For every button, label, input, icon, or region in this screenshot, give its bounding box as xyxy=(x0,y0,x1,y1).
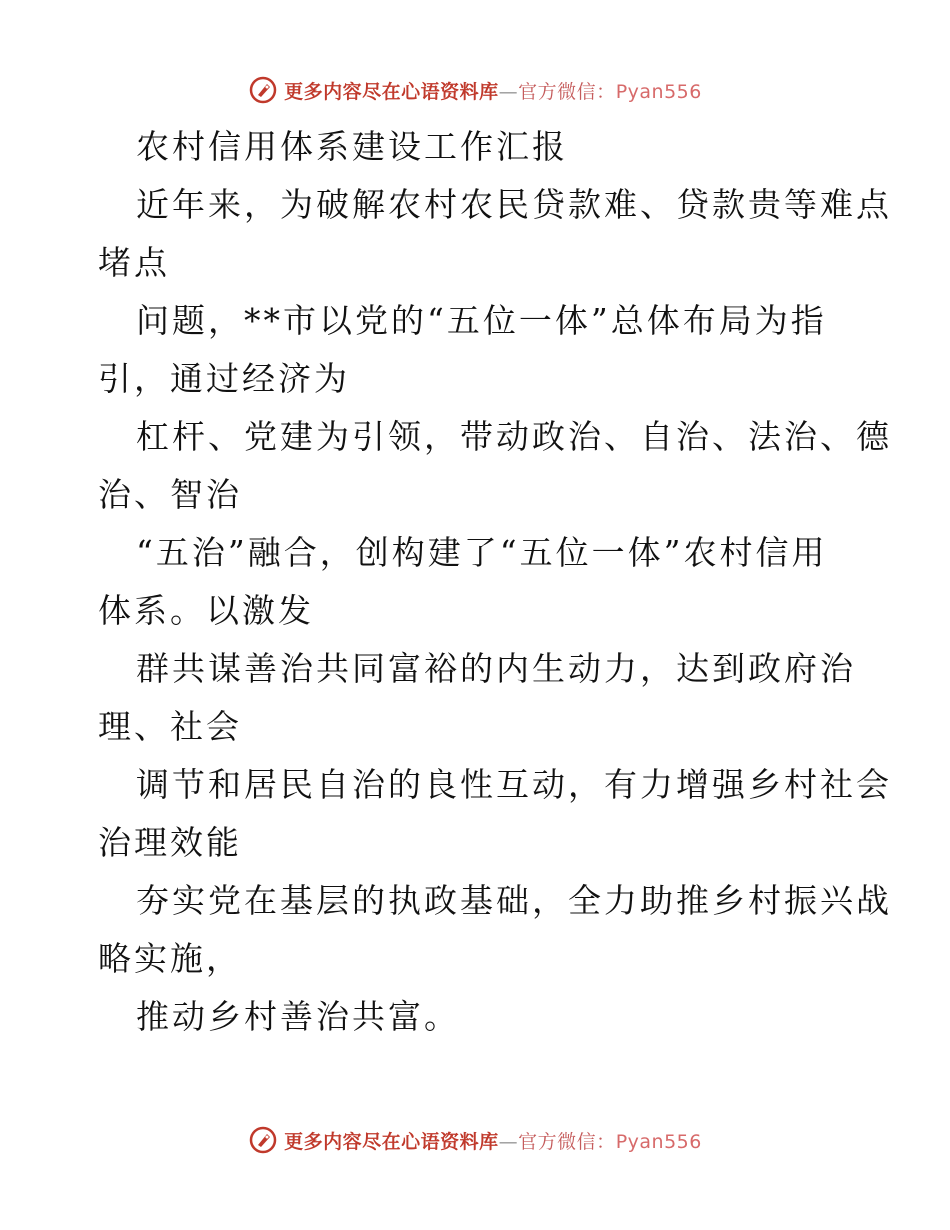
paragraph-line: 杠杆、党建为引领，带动政治、自治、法治、德 xyxy=(136,417,892,456)
paragraph-line: 治、智治 xyxy=(98,475,242,514)
header-watermark xyxy=(0,70,950,110)
watermark-wechat-label: 官方微信： xyxy=(518,1130,616,1153)
paragraph-line: 群共谋善治共同富裕的内生动力，达到政府治 xyxy=(136,649,856,688)
paragraph-line: 治理效能 xyxy=(98,823,242,862)
document-body xyxy=(98,118,892,1046)
paragraph-line: 堵点 xyxy=(98,243,170,282)
pen-nib-logo-icon xyxy=(248,1125,278,1155)
footer-watermark xyxy=(0,1120,950,1160)
paragraph-line: 体系。以激发 xyxy=(98,591,314,630)
watermark-wechat-label: 官方微信： xyxy=(518,80,616,103)
document-title: 农村信用体系建设工作汇报 xyxy=(136,127,568,166)
paragraph-line: 理、社会 xyxy=(98,707,242,746)
paragraph-line: 推动乡村善治共富。 xyxy=(136,997,460,1036)
paragraph-line: “五治”融合，创构建了“五位一体”农村信用 xyxy=(136,533,828,572)
watermark-separator: — xyxy=(498,80,519,103)
paragraph-line: 近年来，为破解农村农民贷款难、贷款贵等难点 xyxy=(136,185,892,224)
pen-nib-logo-icon xyxy=(248,75,278,105)
watermark-wechat-id: Pyan556 xyxy=(615,80,702,103)
watermark-brand: 更多内容尽在心语资料库 xyxy=(284,80,499,103)
watermark-separator: — xyxy=(498,1130,519,1153)
paragraph-line: 引，通过经济为 xyxy=(98,359,350,398)
paragraph-line: 调节和居民自治的良性互动，有力增强乡村社会 xyxy=(136,765,892,804)
paragraph-line: 夯实党在基层的执政基础，全力助推乡村振兴战 xyxy=(136,881,892,920)
paragraph-line: 略实施， xyxy=(98,939,242,978)
watermark-wechat-id: Pyan556 xyxy=(615,1130,702,1153)
watermark-brand: 更多内容尽在心语资料库 xyxy=(284,1130,499,1153)
paragraph-line: 问题，**市以党的“五位一体”总体布局为指 xyxy=(136,301,827,340)
